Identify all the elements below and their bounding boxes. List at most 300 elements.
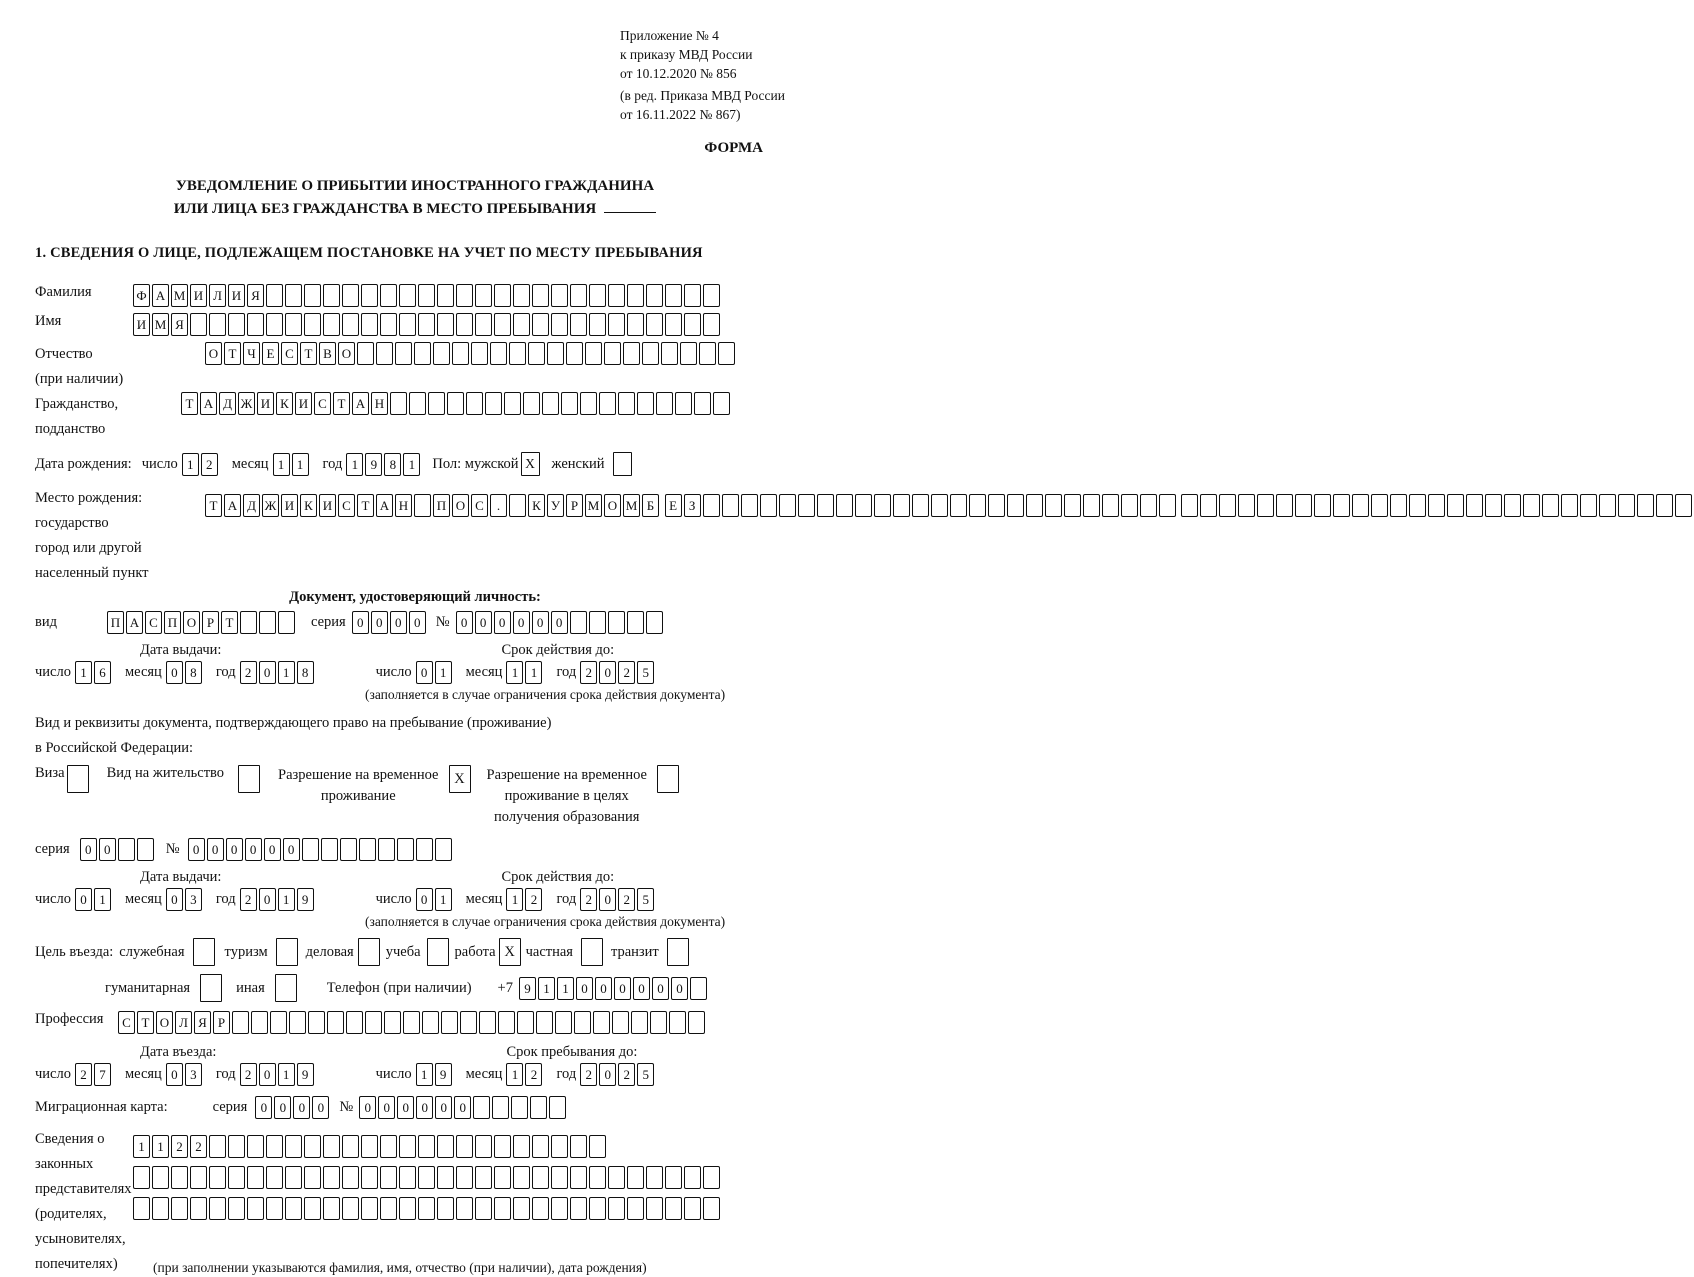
entry-day-cells[interactable] bbox=[75, 1063, 113, 1086]
birthplace-row1-cells[interactable] bbox=[205, 494, 661, 517]
form-cell[interactable]: Н bbox=[371, 392, 388, 415]
form-cell[interactable] bbox=[456, 1166, 473, 1189]
form-cell[interactable]: Л bbox=[209, 284, 226, 307]
form-cell[interactable]: 2 bbox=[525, 1063, 542, 1086]
form-cell[interactable] bbox=[190, 1166, 207, 1189]
form-cell[interactable] bbox=[684, 313, 701, 336]
form-cell[interactable] bbox=[247, 313, 264, 336]
form-cell[interactable]: 1 bbox=[75, 661, 92, 684]
form-cell[interactable]: 2 bbox=[618, 661, 635, 684]
form-cell[interactable] bbox=[1295, 494, 1312, 517]
residence-expiry-year-cells[interactable] bbox=[580, 888, 656, 911]
form-cell[interactable] bbox=[321, 838, 338, 861]
form-cell[interactable] bbox=[380, 1197, 397, 1220]
form-cell[interactable] bbox=[566, 342, 583, 365]
form-cell[interactable] bbox=[361, 1135, 378, 1158]
form-cell[interactable] bbox=[551, 1166, 568, 1189]
form-cell[interactable] bbox=[627, 313, 644, 336]
form-cell[interactable] bbox=[513, 1135, 530, 1158]
form-cell[interactable] bbox=[137, 838, 154, 861]
form-cell[interactable]: . bbox=[490, 494, 507, 517]
form-cell[interactable] bbox=[304, 1166, 321, 1189]
form-cell[interactable] bbox=[490, 342, 507, 365]
form-cell[interactable]: 0 bbox=[293, 1096, 310, 1119]
form-cell[interactable] bbox=[342, 1135, 359, 1158]
form-cell[interactable] bbox=[1159, 494, 1176, 517]
form-cell[interactable]: 1 bbox=[278, 661, 295, 684]
entry-year-cells[interactable] bbox=[240, 1063, 316, 1086]
form-cell[interactable] bbox=[342, 1197, 359, 1220]
form-cell[interactable] bbox=[342, 284, 359, 307]
form-cell[interactable]: 1 bbox=[506, 661, 523, 684]
form-cell[interactable] bbox=[494, 1197, 511, 1220]
form-cell[interactable] bbox=[509, 494, 526, 517]
form-cell[interactable] bbox=[1409, 494, 1426, 517]
form-cell[interactable] bbox=[418, 1135, 435, 1158]
form-cell[interactable]: Н bbox=[395, 494, 412, 517]
form-cell[interactable]: 0 bbox=[409, 611, 426, 634]
form-cell[interactable]: А bbox=[126, 611, 143, 634]
form-cell[interactable] bbox=[646, 313, 663, 336]
form-cell[interactable]: П bbox=[107, 611, 124, 634]
form-cell[interactable] bbox=[699, 342, 716, 365]
form-cell[interactable]: Р bbox=[213, 1011, 230, 1034]
form-cell[interactable] bbox=[612, 1011, 629, 1034]
form-cell[interactable] bbox=[304, 1135, 321, 1158]
doc-expiry-day-cells[interactable] bbox=[416, 661, 454, 684]
form-cell[interactable]: 0 bbox=[416, 888, 433, 911]
purpose-official-checkbox[interactable] bbox=[193, 938, 215, 966]
form-cell[interactable] bbox=[302, 838, 319, 861]
form-cell[interactable] bbox=[475, 1166, 492, 1189]
form-cell[interactable]: С bbox=[471, 494, 488, 517]
form-cell[interactable]: П bbox=[164, 611, 181, 634]
form-cell[interactable]: О bbox=[156, 1011, 173, 1034]
form-cell[interactable] bbox=[631, 1011, 648, 1034]
form-cell[interactable] bbox=[1140, 494, 1157, 517]
form-cell[interactable] bbox=[593, 1011, 610, 1034]
form-cell[interactable] bbox=[456, 1197, 473, 1220]
form-cell[interactable] bbox=[722, 494, 739, 517]
form-cell[interactable]: 0 bbox=[671, 977, 688, 1000]
sex-female-checkbox[interactable] bbox=[613, 452, 632, 476]
form-cell[interactable] bbox=[669, 1011, 686, 1034]
form-cell[interactable]: 0 bbox=[166, 661, 183, 684]
form-cell[interactable] bbox=[646, 611, 663, 634]
form-cell[interactable]: Т bbox=[224, 342, 241, 365]
birthplace-row3-cells[interactable] bbox=[1181, 494, 1694, 517]
form-cell[interactable] bbox=[1504, 494, 1521, 517]
form-cell[interactable]: Т bbox=[357, 494, 374, 517]
form-cell[interactable] bbox=[532, 1135, 549, 1158]
form-cell[interactable]: О bbox=[452, 494, 469, 517]
form-cell[interactable] bbox=[703, 284, 720, 307]
form-cell[interactable] bbox=[570, 313, 587, 336]
form-cell[interactable]: 2 bbox=[240, 1063, 257, 1086]
residence-issue-day-cells[interactable] bbox=[75, 888, 113, 911]
form-cell[interactable]: 0 bbox=[456, 611, 473, 634]
form-cell[interactable] bbox=[1580, 494, 1597, 517]
form-cell[interactable]: 0 bbox=[352, 611, 369, 634]
form-cell[interactable] bbox=[570, 1135, 587, 1158]
representatives-row1-cells[interactable] bbox=[133, 1135, 608, 1158]
form-cell[interactable]: 0 bbox=[99, 838, 116, 861]
form-cell[interactable] bbox=[1102, 494, 1119, 517]
residence-number-cells[interactable] bbox=[188, 838, 454, 861]
form-cell[interactable] bbox=[340, 838, 357, 861]
form-cell[interactable]: М bbox=[152, 313, 169, 336]
form-cell[interactable]: И bbox=[257, 392, 274, 415]
form-cell[interactable] bbox=[675, 392, 692, 415]
form-cell[interactable]: 0 bbox=[245, 838, 262, 861]
representatives-row2-cells[interactable] bbox=[133, 1166, 722, 1189]
form-cell[interactable] bbox=[361, 313, 378, 336]
form-cell[interactable] bbox=[1314, 494, 1331, 517]
form-cell[interactable] bbox=[435, 838, 452, 861]
form-cell[interactable] bbox=[190, 1197, 207, 1220]
form-cell[interactable]: 0 bbox=[551, 611, 568, 634]
form-cell[interactable] bbox=[1523, 494, 1540, 517]
entry-month-cells[interactable] bbox=[166, 1063, 204, 1086]
form-cell[interactable]: 0 bbox=[207, 838, 224, 861]
form-cell[interactable]: А bbox=[376, 494, 393, 517]
form-cell[interactable] bbox=[228, 1197, 245, 1220]
doc-issue-year-cells[interactable] bbox=[240, 661, 316, 684]
form-cell[interactable]: Т bbox=[221, 611, 238, 634]
form-cell[interactable] bbox=[551, 1197, 568, 1220]
temp-residence-checkbox[interactable]: X bbox=[449, 765, 471, 793]
form-cell[interactable] bbox=[285, 313, 302, 336]
form-cell[interactable]: 1 bbox=[435, 888, 452, 911]
form-cell[interactable] bbox=[456, 1135, 473, 1158]
residence-expiry-day-cells[interactable] bbox=[416, 888, 454, 911]
form-cell[interactable] bbox=[228, 313, 245, 336]
form-cell[interactable]: Д bbox=[243, 494, 260, 517]
form-cell[interactable] bbox=[209, 1197, 226, 1220]
form-cell[interactable] bbox=[551, 313, 568, 336]
form-cell[interactable] bbox=[1045, 494, 1062, 517]
purpose-other-checkbox[interactable] bbox=[275, 974, 297, 1002]
form-cell[interactable]: К bbox=[276, 392, 293, 415]
form-cell[interactable]: 0 bbox=[226, 838, 243, 861]
residence-issue-year-cells[interactable] bbox=[240, 888, 316, 911]
form-cell[interactable] bbox=[798, 494, 815, 517]
form-cell[interactable]: Е bbox=[262, 342, 279, 365]
form-cell[interactable] bbox=[1656, 494, 1673, 517]
form-cell[interactable]: 2 bbox=[240, 888, 257, 911]
form-cell[interactable] bbox=[513, 1166, 530, 1189]
form-cell[interactable] bbox=[665, 313, 682, 336]
form-cell[interactable] bbox=[1026, 494, 1043, 517]
form-cell[interactable] bbox=[118, 838, 135, 861]
form-cell[interactable] bbox=[718, 342, 735, 365]
form-cell[interactable] bbox=[190, 313, 207, 336]
form-cell[interactable]: 0 bbox=[359, 1096, 376, 1119]
form-cell[interactable] bbox=[414, 342, 431, 365]
form-cell[interactable] bbox=[599, 392, 616, 415]
form-cell[interactable] bbox=[1238, 494, 1255, 517]
form-cell[interactable] bbox=[608, 284, 625, 307]
form-cell[interactable]: 1 bbox=[278, 1063, 295, 1086]
form-cell[interactable] bbox=[473, 1096, 490, 1119]
form-cell[interactable]: Л bbox=[175, 1011, 192, 1034]
form-cell[interactable]: Т bbox=[181, 392, 198, 415]
form-cell[interactable] bbox=[416, 838, 433, 861]
form-cell[interactable] bbox=[266, 313, 283, 336]
form-cell[interactable] bbox=[492, 1096, 509, 1119]
form-cell[interactable]: Ж bbox=[262, 494, 279, 517]
purpose-business-checkbox[interactable] bbox=[358, 938, 380, 966]
form-cell[interactable] bbox=[627, 1166, 644, 1189]
form-cell[interactable] bbox=[285, 1135, 302, 1158]
form-cell[interactable]: 0 bbox=[274, 1096, 291, 1119]
residence-expiry-month-cells[interactable] bbox=[506, 888, 544, 911]
form-cell[interactable] bbox=[1333, 494, 1350, 517]
residence-series-cells[interactable] bbox=[80, 838, 156, 861]
form-cell[interactable] bbox=[570, 1197, 587, 1220]
form-cell[interactable] bbox=[285, 1166, 302, 1189]
form-cell[interactable] bbox=[357, 342, 374, 365]
form-cell[interactable] bbox=[1542, 494, 1559, 517]
patronymic-cells[interactable] bbox=[205, 342, 737, 365]
form-cell[interactable]: 1 bbox=[506, 1063, 523, 1086]
form-cell[interactable]: 0 bbox=[532, 611, 549, 634]
form-cell[interactable] bbox=[494, 284, 511, 307]
migration-series-cells[interactable] bbox=[255, 1096, 331, 1119]
form-cell[interactable] bbox=[646, 1197, 663, 1220]
form-cell[interactable]: М bbox=[585, 494, 602, 517]
form-cell[interactable] bbox=[152, 1197, 169, 1220]
form-cell[interactable]: Ч bbox=[243, 342, 260, 365]
form-cell[interactable]: И bbox=[190, 284, 207, 307]
form-cell[interactable]: 0 bbox=[416, 661, 433, 684]
edu-residence-checkbox[interactable] bbox=[657, 765, 679, 793]
form-cell[interactable] bbox=[1200, 494, 1217, 517]
form-cell[interactable] bbox=[380, 313, 397, 336]
doc-number-cells[interactable] bbox=[456, 611, 665, 634]
form-cell[interactable]: 1 bbox=[273, 453, 290, 476]
form-cell[interactable] bbox=[703, 313, 720, 336]
form-cell[interactable] bbox=[549, 1096, 566, 1119]
form-cell[interactable] bbox=[327, 1011, 344, 1034]
form-cell[interactable] bbox=[266, 1135, 283, 1158]
form-cell[interactable] bbox=[1257, 494, 1274, 517]
form-cell[interactable]: 2 bbox=[171, 1135, 188, 1158]
form-cell[interactable] bbox=[456, 284, 473, 307]
form-cell[interactable] bbox=[589, 1135, 606, 1158]
form-cell[interactable] bbox=[418, 284, 435, 307]
form-cell[interactable] bbox=[437, 284, 454, 307]
form-cell[interactable]: 1 bbox=[152, 1135, 169, 1158]
form-cell[interactable] bbox=[1181, 494, 1198, 517]
form-cell[interactable]: 0 bbox=[599, 888, 616, 911]
form-cell[interactable]: И bbox=[133, 313, 150, 336]
form-cell[interactable] bbox=[251, 1011, 268, 1034]
form-cell[interactable] bbox=[661, 342, 678, 365]
form-cell[interactable] bbox=[1064, 494, 1081, 517]
form-cell[interactable] bbox=[1428, 494, 1445, 517]
doc-expiry-year-cells[interactable] bbox=[580, 661, 656, 684]
form-cell[interactable]: 3 bbox=[185, 1063, 202, 1086]
form-cell[interactable] bbox=[517, 1011, 534, 1034]
form-cell[interactable]: Д bbox=[219, 392, 236, 415]
form-cell[interactable]: 1 bbox=[557, 977, 574, 1000]
form-cell[interactable]: 0 bbox=[259, 661, 276, 684]
form-cell[interactable]: О bbox=[338, 342, 355, 365]
form-cell[interactable] bbox=[285, 284, 302, 307]
form-cell[interactable]: Р bbox=[566, 494, 583, 517]
form-cell[interactable] bbox=[437, 1197, 454, 1220]
form-cell[interactable]: 0 bbox=[652, 977, 669, 1000]
form-cell[interactable] bbox=[437, 313, 454, 336]
form-cell[interactable]: 1 bbox=[346, 453, 363, 476]
form-cell[interactable]: 0 bbox=[397, 1096, 414, 1119]
form-cell[interactable]: 0 bbox=[454, 1096, 471, 1119]
form-cell[interactable] bbox=[209, 1166, 226, 1189]
form-cell[interactable]: 7 bbox=[94, 1063, 111, 1086]
form-cell[interactable]: С bbox=[118, 1011, 135, 1034]
form-cell[interactable] bbox=[266, 1166, 283, 1189]
form-cell[interactable] bbox=[441, 1011, 458, 1034]
form-cell[interactable]: 0 bbox=[378, 1096, 395, 1119]
doc-series-cells[interactable] bbox=[352, 611, 428, 634]
form-cell[interactable] bbox=[323, 1197, 340, 1220]
form-cell[interactable]: 2 bbox=[201, 453, 218, 476]
form-cell[interactable] bbox=[247, 1166, 264, 1189]
form-cell[interactable] bbox=[266, 284, 283, 307]
form-cell[interactable]: С bbox=[338, 494, 355, 517]
profession-cells[interactable] bbox=[118, 1011, 707, 1034]
form-cell[interactable] bbox=[266, 1197, 283, 1220]
form-cell[interactable]: 0 bbox=[283, 838, 300, 861]
form-cell[interactable] bbox=[523, 392, 540, 415]
form-cell[interactable]: 0 bbox=[390, 611, 407, 634]
form-cell[interactable] bbox=[542, 392, 559, 415]
form-cell[interactable] bbox=[437, 1166, 454, 1189]
form-cell[interactable]: 0 bbox=[188, 838, 205, 861]
form-cell[interactable]: О bbox=[183, 611, 200, 634]
form-cell[interactable] bbox=[817, 494, 834, 517]
form-cell[interactable]: С bbox=[281, 342, 298, 365]
residence-issue-month-cells[interactable] bbox=[166, 888, 204, 911]
givenname-cells[interactable] bbox=[133, 313, 722, 336]
form-cell[interactable] bbox=[608, 1166, 625, 1189]
form-cell[interactable] bbox=[342, 313, 359, 336]
form-cell[interactable] bbox=[509, 342, 526, 365]
form-cell[interactable] bbox=[447, 392, 464, 415]
birthplace-row2-cells[interactable] bbox=[665, 494, 1178, 517]
form-cell[interactable]: 0 bbox=[599, 661, 616, 684]
form-cell[interactable] bbox=[1219, 494, 1236, 517]
purpose-transit-checkbox[interactable] bbox=[667, 938, 689, 966]
form-cell[interactable] bbox=[428, 392, 445, 415]
form-cell[interactable] bbox=[418, 313, 435, 336]
form-cell[interactable] bbox=[684, 1197, 701, 1220]
form-cell[interactable]: Т bbox=[205, 494, 222, 517]
form-cell[interactable] bbox=[259, 611, 276, 634]
form-cell[interactable] bbox=[475, 1197, 492, 1220]
form-cell[interactable]: 1 bbox=[538, 977, 555, 1000]
form-cell[interactable] bbox=[308, 1011, 325, 1034]
form-cell[interactable]: 2 bbox=[580, 888, 597, 911]
form-cell[interactable] bbox=[1083, 494, 1100, 517]
doc-type-cells[interactable] bbox=[107, 611, 297, 634]
form-cell[interactable] bbox=[703, 494, 720, 517]
form-cell[interactable]: 8 bbox=[384, 453, 401, 476]
form-cell[interactable] bbox=[532, 1197, 549, 1220]
form-cell[interactable] bbox=[1352, 494, 1369, 517]
form-cell[interactable] bbox=[304, 313, 321, 336]
purpose-work-checkbox[interactable]: X bbox=[499, 938, 521, 966]
purpose-humanitarian-checkbox[interactable] bbox=[200, 974, 222, 1002]
form-cell[interactable]: 1 bbox=[133, 1135, 150, 1158]
form-cell[interactable] bbox=[580, 392, 597, 415]
form-cell[interactable]: 1 bbox=[292, 453, 309, 476]
doc-issue-month-cells[interactable] bbox=[166, 661, 204, 684]
form-cell[interactable] bbox=[437, 1135, 454, 1158]
birthdate-day-cells[interactable] bbox=[182, 453, 220, 476]
form-cell[interactable]: 1 bbox=[416, 1063, 433, 1086]
form-cell[interactable] bbox=[589, 284, 606, 307]
form-cell[interactable]: П bbox=[433, 494, 450, 517]
form-cell[interactable] bbox=[1447, 494, 1464, 517]
form-cell[interactable] bbox=[342, 1166, 359, 1189]
form-cell[interactable] bbox=[646, 1166, 663, 1189]
form-cell[interactable]: Т bbox=[300, 342, 317, 365]
form-cell[interactable]: О bbox=[205, 342, 222, 365]
form-cell[interactable] bbox=[665, 1197, 682, 1220]
form-cell[interactable] bbox=[627, 284, 644, 307]
form-cell[interactable]: У bbox=[547, 494, 564, 517]
form-cell[interactable]: К bbox=[300, 494, 317, 517]
form-cell[interactable] bbox=[969, 494, 986, 517]
form-cell[interactable] bbox=[656, 392, 673, 415]
form-cell[interactable] bbox=[323, 1166, 340, 1189]
form-cell[interactable] bbox=[209, 1135, 226, 1158]
form-cell[interactable] bbox=[395, 342, 412, 365]
form-cell[interactable]: М bbox=[623, 494, 640, 517]
form-cell[interactable] bbox=[585, 342, 602, 365]
form-cell[interactable] bbox=[1466, 494, 1483, 517]
form-cell[interactable] bbox=[684, 1166, 701, 1189]
form-cell[interactable]: И bbox=[228, 284, 245, 307]
form-cell[interactable] bbox=[1599, 494, 1616, 517]
form-cell[interactable] bbox=[228, 1135, 245, 1158]
form-cell[interactable] bbox=[627, 1197, 644, 1220]
form-cell[interactable] bbox=[684, 284, 701, 307]
form-cell[interactable]: М bbox=[171, 284, 188, 307]
form-cell[interactable]: 0 bbox=[166, 1063, 183, 1086]
form-cell[interactable]: 0 bbox=[312, 1096, 329, 1119]
form-cell[interactable]: 2 bbox=[525, 888, 542, 911]
form-cell[interactable] bbox=[485, 392, 502, 415]
form-cell[interactable] bbox=[1485, 494, 1502, 517]
form-cell[interactable] bbox=[323, 284, 340, 307]
form-cell[interactable] bbox=[278, 611, 295, 634]
form-cell[interactable]: 0 bbox=[599, 1063, 616, 1086]
representatives-row3-cells[interactable] bbox=[133, 1197, 722, 1220]
form-cell[interactable] bbox=[893, 494, 910, 517]
stay-day-cells[interactable] bbox=[416, 1063, 454, 1086]
form-cell[interactable]: Я bbox=[194, 1011, 211, 1034]
form-cell[interactable]: З bbox=[684, 494, 701, 517]
form-cell[interactable] bbox=[466, 392, 483, 415]
form-cell[interactable] bbox=[741, 494, 758, 517]
form-cell[interactable] bbox=[836, 494, 853, 517]
form-cell[interactable] bbox=[988, 494, 1005, 517]
form-cell[interactable]: 0 bbox=[255, 1096, 272, 1119]
form-cell[interactable]: 0 bbox=[264, 838, 281, 861]
